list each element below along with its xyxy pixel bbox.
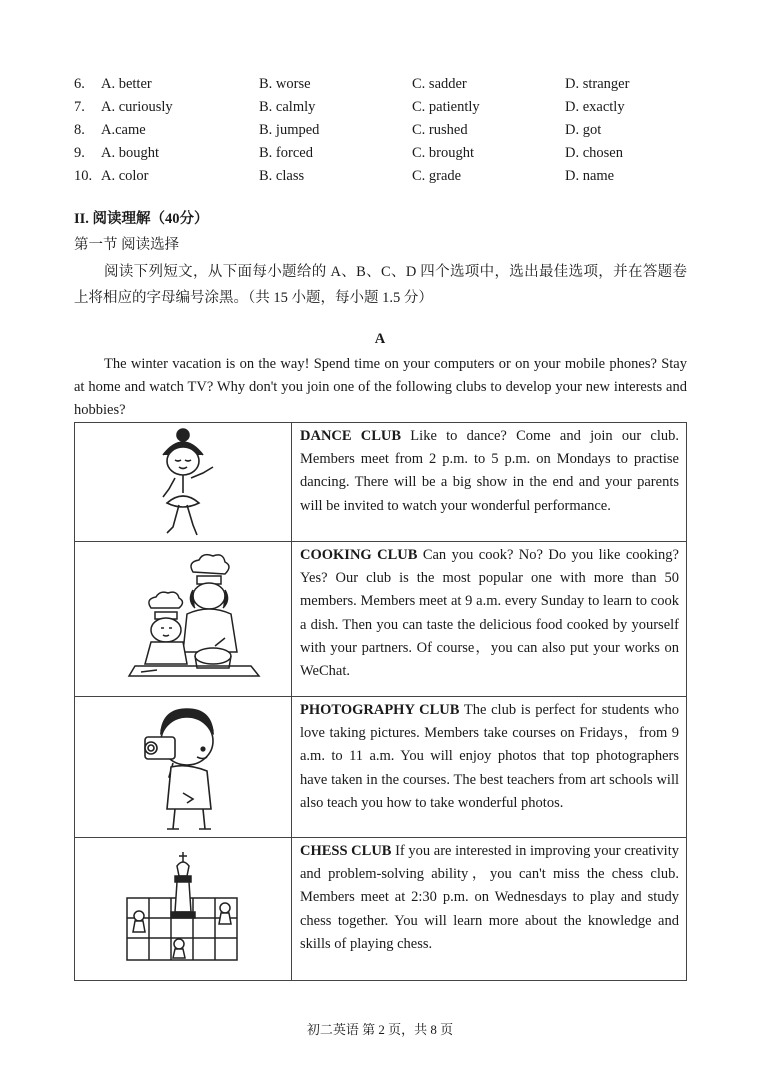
option-d: D. chosen xyxy=(565,145,623,161)
option-c: C. brought xyxy=(412,145,475,161)
option-b: B. jumped xyxy=(259,122,320,138)
photographer-illustration xyxy=(75,697,291,837)
option-b: B. calmly xyxy=(259,99,316,115)
option-a: A. color xyxy=(101,168,149,184)
option-row-6 xyxy=(74,76,694,98)
option-b: B. worse xyxy=(259,76,311,92)
club-name: COOKING CLUB xyxy=(300,547,418,563)
option-d: D. stranger xyxy=(565,76,630,92)
question-number: 7. xyxy=(74,99,85,115)
club-picture-cell xyxy=(75,838,292,981)
question-number: 10. xyxy=(74,168,93,184)
club-picture-cell xyxy=(75,423,292,542)
section-subheading: 第一节 阅读选择 xyxy=(74,237,180,253)
club-picture-cell xyxy=(75,542,292,697)
cooks-illustration xyxy=(75,542,291,692)
club-name: DANCE CLUB xyxy=(300,428,402,444)
ballerina-illustration xyxy=(75,423,291,541)
option-c: C. patiently xyxy=(412,99,480,115)
clubs-table xyxy=(74,422,687,981)
option-d: D. got xyxy=(565,122,602,138)
club-description xyxy=(292,697,687,838)
club-name: PHOTOGRAPHY CLUB xyxy=(300,702,460,718)
option-row-8 xyxy=(74,122,694,144)
club-description xyxy=(292,542,687,697)
club-name: CHESS CLUB xyxy=(300,843,392,859)
section-heading: II. 阅读理解（40分） xyxy=(74,211,209,227)
question-number: 6. xyxy=(74,76,85,92)
option-a: A.came xyxy=(101,122,146,138)
club-row-photography xyxy=(75,697,687,838)
club-text: Like to dance? Come and join our club. Members meet from 2 p.m. to 5 p.m. on Mondays to practise dancing. There will be a big show in the end and your parents will be invited to watch your wonderful performance. xyxy=(300,428,680,514)
club-description xyxy=(292,838,687,981)
option-b: B. forced xyxy=(259,145,313,161)
club-text: If you are interested in improving your creativity and problem-solving ability，you can't miss the chess club. Members meet at 2:30 p.m. on Wednesdays to play and study chess together. You will learn more about the knowledge and skills of playing chess. xyxy=(300,843,679,952)
option-row-9 xyxy=(74,145,694,167)
passage-title: A xyxy=(374,331,386,347)
option-c: C. sadder xyxy=(412,76,467,92)
club-text: The club is perfect for students who love taking pictures. Members take courses on Fridays，from 9 a.m. to 11 a.m. You will enjoy photos that top photographers have taken in the courses. The best teachers from art schools will also teach you how to take wonderful photos. xyxy=(300,702,679,811)
option-row-10 xyxy=(74,168,694,190)
chess-illustration xyxy=(75,838,291,978)
club-row-dance xyxy=(75,423,687,542)
club-row-chess xyxy=(75,838,687,981)
option-a: A. better xyxy=(101,76,152,92)
instruction-text: 阅读下列短文，从下面每小题给的 A、B、C、D 四个选项中，选出最佳选项，并在答题卷上将相应的字母编号涂黑。（共 15 小题，每小题 1.5 分） xyxy=(74,264,687,306)
option-row-7 xyxy=(74,99,694,121)
club-picture-cell xyxy=(75,697,292,838)
club-text: Can you cook? No? Do you like cooking? Yes? Our club is the most popular one with more than 50 members. Members meet at 9 a.m. every Sunday to learn to cook a dish. Then you can taste the delicious food cooked by yourself with your partners. Of course，you can also put your works on WeChat. xyxy=(300,547,679,680)
question-number: 8. xyxy=(74,122,85,138)
option-b: B. class xyxy=(259,168,305,184)
club-description xyxy=(292,423,687,542)
option-a: A. bought xyxy=(101,145,159,161)
passage-intro: The winter vacation is on the way! Spend time on your computers or on your mobile phones? Stay at home and watch TV? Why don't you join one of the following clubs to develop your new interests and hobbies? xyxy=(74,356,687,418)
page-footer: 初二英语 第 2 页，共 8 页 xyxy=(306,1022,454,1037)
option-d: D. exactly xyxy=(565,99,625,115)
option-d: D. name xyxy=(565,168,615,184)
option-c: C. grade xyxy=(412,168,462,184)
club-row-cooking xyxy=(75,542,687,697)
option-a: A. curiously xyxy=(101,99,173,115)
question-number: 9. xyxy=(74,145,85,161)
option-c: C. rushed xyxy=(412,122,468,138)
